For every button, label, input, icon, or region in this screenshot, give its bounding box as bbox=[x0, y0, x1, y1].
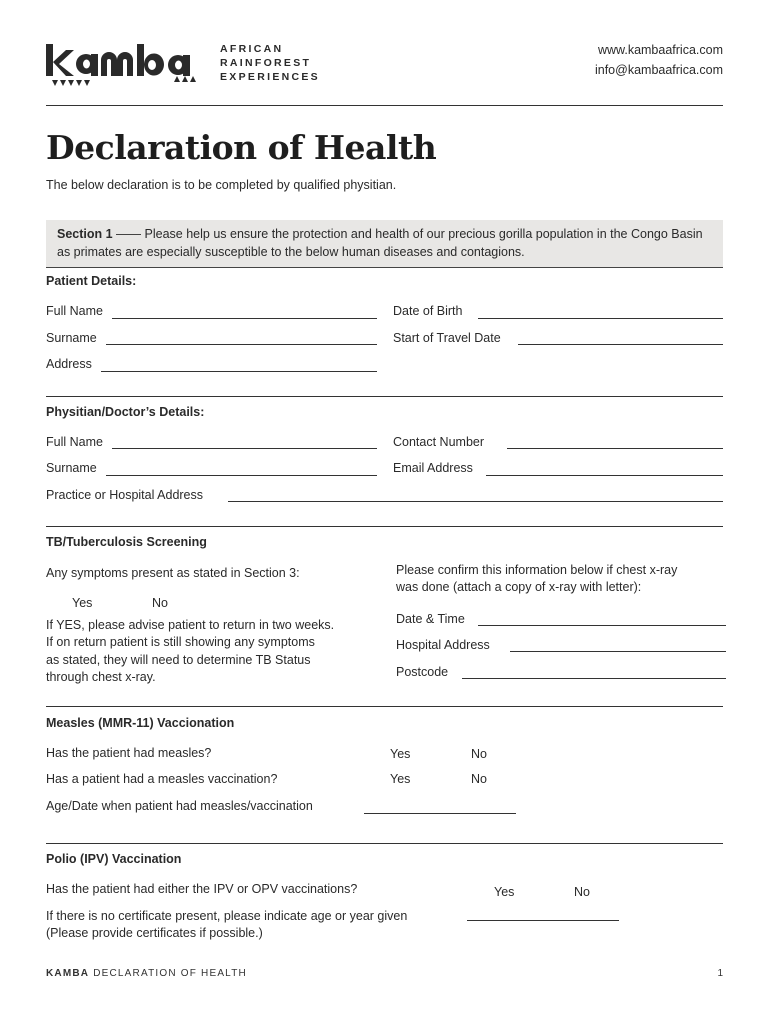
doctor-email-label: Email Address bbox=[393, 461, 473, 475]
patient-travel-date-label: Start of Travel Date bbox=[393, 331, 501, 345]
section1-text: Please help us ensure the protection and health of our precious gorilla population in the Congo Basin as primates are especially susceptible to the below human diseases and contagions. bbox=[57, 227, 703, 259]
logo-tagline-2: RAINFOREST bbox=[220, 57, 312, 69]
section1-label: Section 1 bbox=[57, 227, 113, 241]
patient-surname-field[interactable] bbox=[106, 344, 377, 345]
page-title: Declaration of Health bbox=[46, 128, 437, 167]
tb-no-option[interactable]: No bbox=[152, 596, 168, 610]
email-link[interactable]: info@kambaafrica.com bbox=[594, 63, 723, 77]
patient-full-name-field[interactable] bbox=[112, 318, 377, 319]
tb-heading: TB/Tuberculosis Screening bbox=[46, 535, 207, 549]
website-link[interactable]: www.kambaafrica.com bbox=[597, 43, 723, 57]
tb-advice-1: If YES, please advise patient to return in two weeks. bbox=[46, 618, 335, 632]
tb-confirm-2: was done (attach a copy of x-ray with letter): bbox=[396, 580, 642, 594]
tb-postcode-field[interactable] bbox=[462, 678, 726, 679]
tb-advice-3: as stated, they will need to determine TB Status bbox=[46, 653, 311, 667]
tb-confirm-1: Please confirm this information below if chest x-ray bbox=[396, 563, 678, 577]
doctor-practice-label: Practice or Hospital Address bbox=[46, 488, 204, 502]
patient-travel-date-field[interactable] bbox=[518, 344, 723, 345]
patient-heading: Patient Details: bbox=[46, 274, 137, 288]
measles-q2-no[interactable]: No bbox=[471, 772, 487, 786]
logo-tagline bbox=[220, 42, 320, 84]
footer-doc-name: DECLARATION OF HEALTH bbox=[89, 968, 247, 979]
intro-text: The below declaration is to be completed by qualified physitian. bbox=[46, 178, 397, 192]
doctor-contact-label: Contact Number bbox=[393, 435, 485, 449]
divider-doctor bbox=[46, 526, 723, 527]
tb-symptoms-question: Any symptoms present as stated in Section 3: bbox=[46, 566, 300, 580]
section1-box bbox=[46, 220, 723, 268]
doctor-surname-field[interactable] bbox=[106, 475, 377, 476]
measles-q2-yes[interactable]: Yes bbox=[390, 772, 411, 786]
tb-yes-option[interactable]: Yes bbox=[72, 596, 93, 610]
patient-dob-field[interactable] bbox=[478, 318, 723, 319]
measles-q2: Has a patient had a measles vaccination? bbox=[46, 772, 278, 786]
polio-q1: Has the patient had either the IPV or OPV vaccinations? bbox=[46, 882, 358, 896]
measles-q1: Has the patient had measles? bbox=[46, 746, 212, 760]
tb-date-time-label: Date & Time bbox=[396, 612, 465, 626]
polio-q2-line1: If there is no certificate present, please indicate age or year given bbox=[46, 909, 408, 923]
doctor-email-field[interactable] bbox=[486, 475, 723, 476]
doctor-full-name-field[interactable] bbox=[112, 448, 377, 449]
patient-surname-label: Surname bbox=[46, 331, 97, 345]
logo-tagline-1: AFRICAN bbox=[220, 43, 284, 55]
header-divider bbox=[46, 105, 723, 106]
footer-title bbox=[46, 968, 247, 979]
measles-heading: Measles (MMR-11) Vaccionation bbox=[46, 716, 235, 730]
tb-hospital-address-field[interactable] bbox=[510, 651, 726, 652]
tb-hospital-address-label: Hospital Address bbox=[396, 638, 490, 652]
section1-dash: —— bbox=[112, 227, 145, 241]
section1-paragraph bbox=[57, 225, 717, 261]
polio-age-field[interactable] bbox=[467, 920, 619, 921]
footer-brand: KAMBA bbox=[46, 968, 90, 979]
doctor-heading: Physitian/Doctor’s Details: bbox=[46, 405, 205, 419]
patient-dob-label: Date of Birth bbox=[393, 304, 463, 318]
measles-date-field[interactable] bbox=[364, 813, 516, 814]
divider-measles bbox=[46, 843, 723, 844]
kamba-logo-icon bbox=[46, 40, 206, 92]
patient-address-label: Address bbox=[46, 357, 92, 371]
doctor-practice-field[interactable] bbox=[228, 501, 723, 502]
footer-page-number: 1 bbox=[717, 968, 723, 979]
tb-advice-4: through chest x-ray. bbox=[46, 670, 156, 684]
tb-date-time-field[interactable] bbox=[478, 625, 726, 626]
logo-tagline-3: EXPERIENCES bbox=[220, 71, 320, 83]
divider-patient bbox=[46, 396, 723, 397]
measles-q1-yes[interactable]: Yes bbox=[390, 747, 411, 761]
patient-address-field[interactable] bbox=[101, 371, 377, 372]
tb-postcode-label: Postcode bbox=[396, 665, 449, 679]
doctor-contact-field[interactable] bbox=[507, 448, 723, 449]
divider-tb bbox=[46, 706, 723, 707]
polio-yes-option[interactable]: Yes bbox=[494, 885, 515, 899]
polio-no-option[interactable]: No bbox=[574, 885, 590, 899]
patient-full-name-label: Full Name bbox=[46, 304, 103, 318]
polio-q2-line2: (Please provide certificates if possible.) bbox=[46, 926, 263, 940]
measles-q3: Age/Date when patient had measles/vaccination bbox=[46, 799, 313, 813]
tb-advice-2: If on return patient is still showing any symptoms bbox=[46, 635, 315, 649]
logo bbox=[46, 40, 206, 92]
measles-q1-no[interactable]: No bbox=[471, 747, 487, 761]
doctor-full-name-label: Full Name bbox=[46, 435, 103, 449]
polio-heading: Polio (IPV) Vaccination bbox=[46, 852, 182, 866]
doctor-surname-label: Surname bbox=[46, 461, 97, 475]
